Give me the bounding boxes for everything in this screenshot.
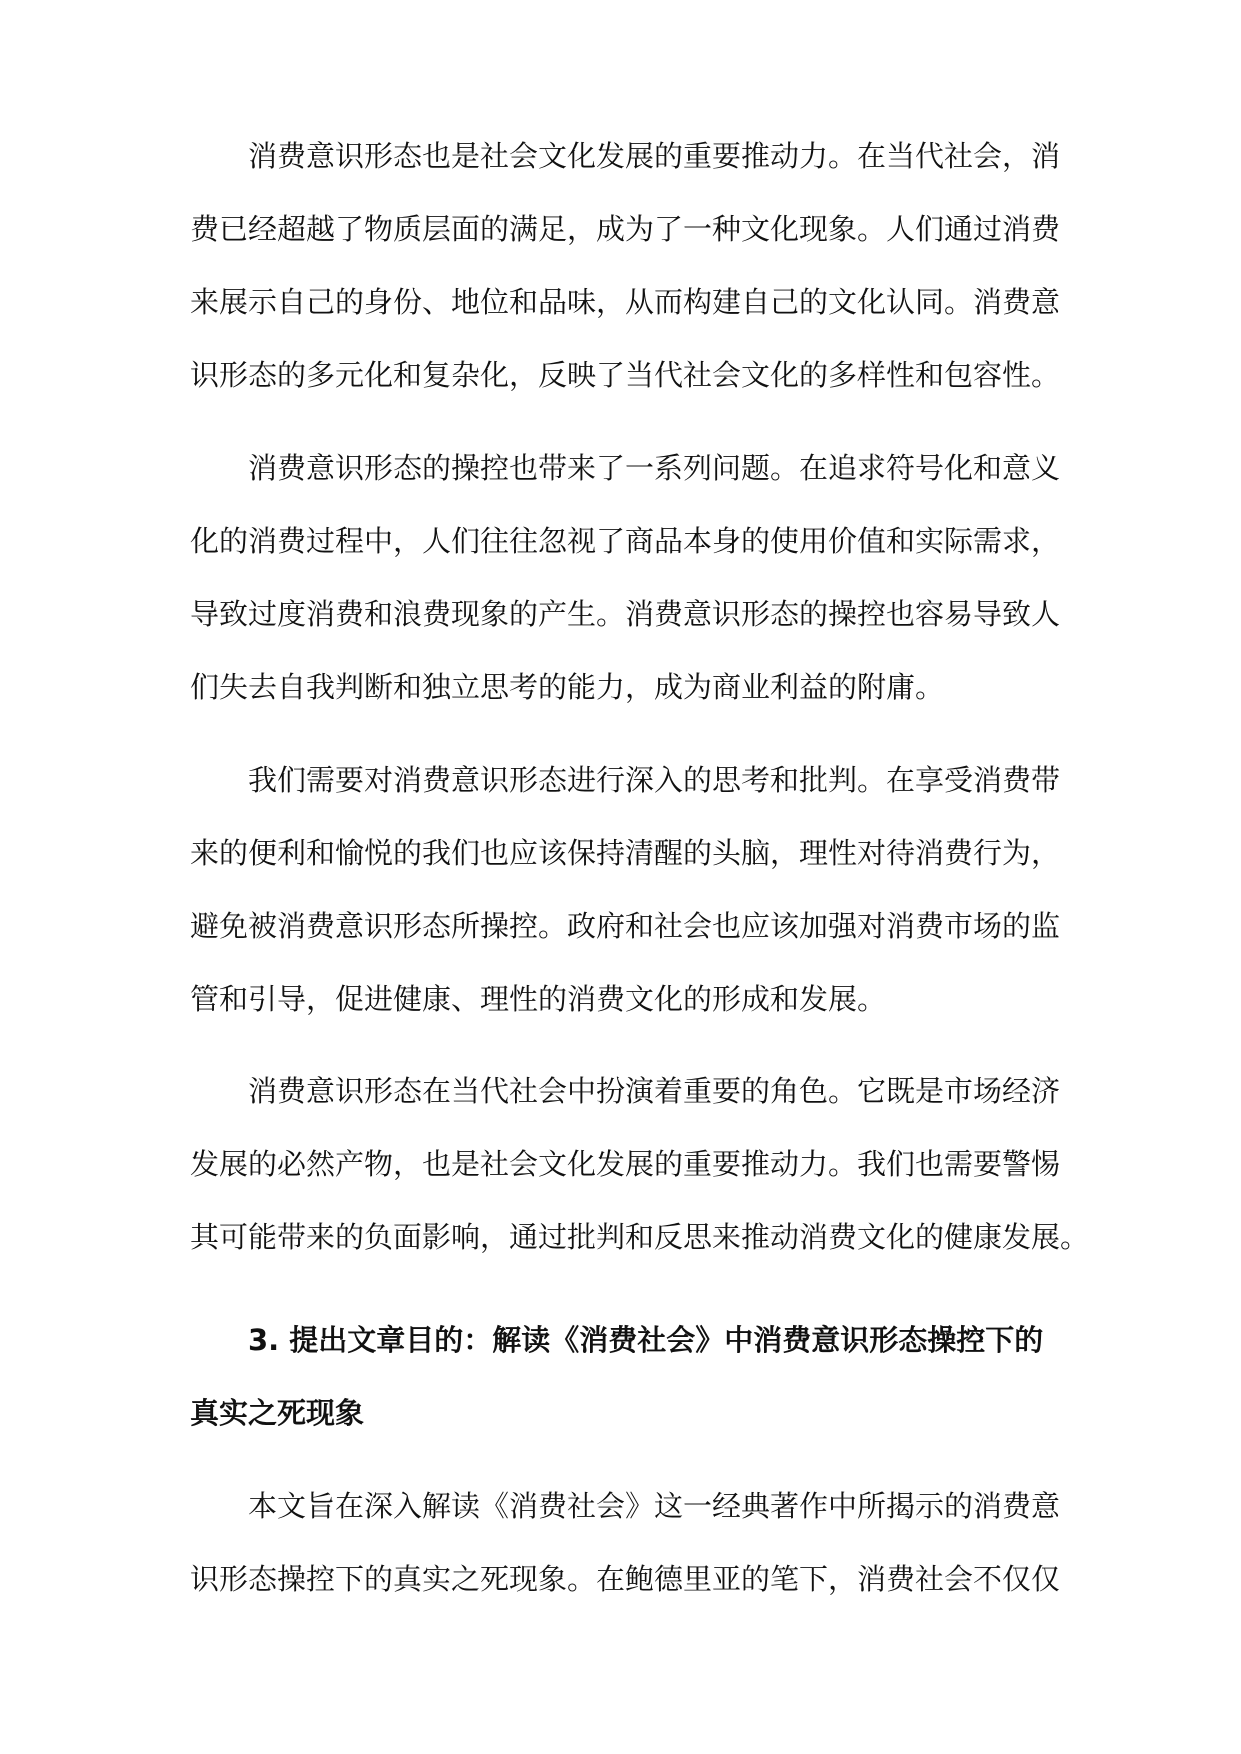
paragraph-3-line-2: 来的便利和愉悦的我们也应该保持清醒的头脑，理性对待消费行为，	[190, 836, 1061, 870]
paragraph-1-line-1: 消费意识形态也是社会文化发展的重要推动力。在当代社会，消	[248, 139, 1061, 173]
paragraph-1-line-4: 识形态的多元化和复杂化，反映了当代社会文化的多样性和包容性。	[190, 358, 1061, 392]
paragraph-3-line-1: 我们需要对消费意识形态进行深入的思考和批判。在享受消费带	[248, 763, 1061, 797]
paragraph-2-line-4: 们失去自我判断和独立思考的能力，成为商业利益的附庸。	[190, 670, 945, 704]
paragraph-4-line-2: 发展的必然产物，也是社会文化发展的重要推动力。我们也需要警惕	[190, 1147, 1061, 1181]
section-heading-line-2: 真实之死现象	[190, 1396, 365, 1430]
paragraph-3-line-4: 管和引导，促进健康、理性的消费文化的形成和发展。	[190, 982, 887, 1016]
paragraph-2-line-3: 导致过度消费和浪费现象的产生。消费意识形态的操控也容易导致人	[190, 597, 1061, 631]
paragraph-1-line-2: 费已经超越了物质层面的满足，成为了一种文化现象。人们通过消费	[190, 212, 1061, 246]
paragraph-4-line-1: 消费意识形态在当代社会中扮演着重要的角色。它既是市场经济	[248, 1074, 1061, 1108]
paragraph-4-line-3: 其可能带来的负面影响，通过批判和反思来推动消费文化的健康发展。	[190, 1220, 1090, 1254]
paragraph-2-line-2: 化的消费过程中，人们往往忽视了商品本身的使用价值和实际需求，	[190, 524, 1061, 558]
paragraph-2-line-1: 消费意识形态的操控也带来了一系列问题。在追求符号化和意义	[248, 451, 1061, 485]
paragraph-5-line-2: 识形态操控下的真实之死现象。在鲍德里亚的笔下，消费社会不仅仅	[190, 1562, 1061, 1596]
paragraph-3-line-3: 避免被消费意识形态所操控。政府和社会也应该加强对消费市场的监	[190, 909, 1061, 943]
paragraph-5-line-1: 本文旨在深入解读《消费社会》这一经典著作中所揭示的消费意	[248, 1489, 1061, 1523]
paragraph-1-line-3: 来展示自己的身份、地位和品味，从而构建自己的文化认同。消费意	[190, 285, 1061, 319]
section-heading-line-1: 3. 提出文章目的：解读《消费社会》中消费意识形态操控下的	[248, 1323, 1044, 1357]
